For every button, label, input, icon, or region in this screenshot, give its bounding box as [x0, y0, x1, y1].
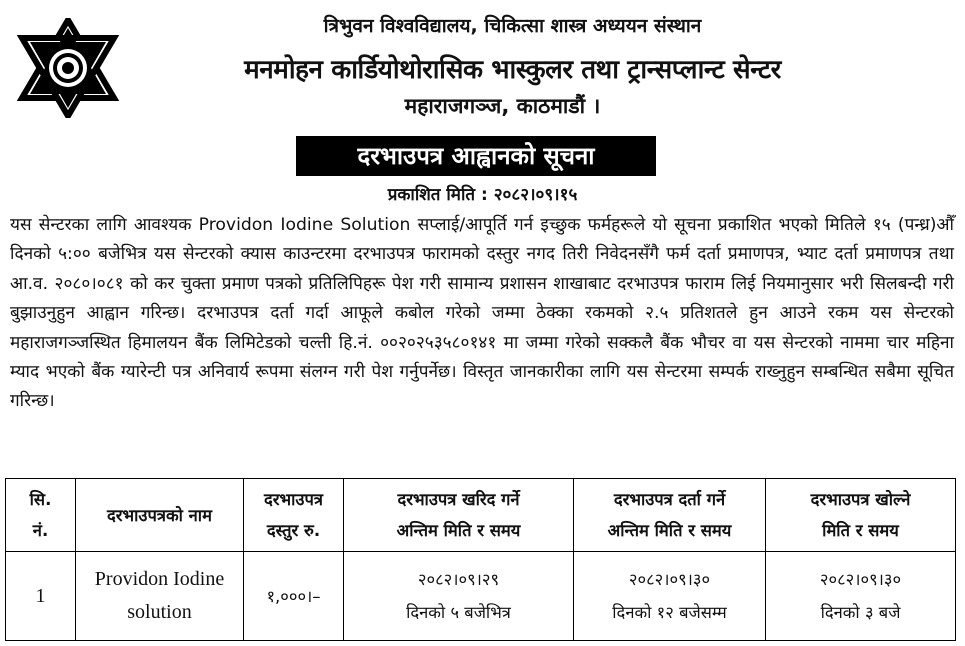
register-time: दिनको १२ बजेसम्म [612, 603, 727, 622]
header-purchase-deadline [344, 479, 574, 552]
notice-paragraph: यस सेन्टरका लागि आवश्यक Providon Iodine Solution सप्लाई/आपूर्ति गर्न इच्छुक फर्महरूले यो सूचना प्रकाशित भएको मितिले १५ (पन्ध्र)औँ दिनको ५:०० बजेभित्र यस सेन्टरको क्यास काउन्टरमा दरभाउपत्र फारामको दस्तुर नगद तिरी निवेदनसँगै फर्म दर्ता प्रमाणपत्र, भ्याट दर्ता प्रमाणपत्र तथा आ.व. २०८०।०८१ को कर चुक्ता प्रमाण पत्रको प्रतिलिपिहरू पेश गरी सामान्य प्रशासन शाखाबाट दरभाउपत्र फाराम लिई नियमानुसार भरी सिलबन्दी गरी बुझाउनुहुन आह्वान गरिन्छ। दरभाउपत्र दर्ता गर्दा आफूले कबोल गरेको जम्मा ठेक्का रकमको २.५ प्रतिशतले हुन आउने रकम यस सेन्टरको महाराजगञ्जस्थित हिमालयन बैंक लिमिटेडको चल्ती हि.नं. ००२०२५३५८०१४१ मा जम्मा गरेको सक्कलै बैंक भौचर वा यस सेन्टरको नाममा चार महिना म्याद भएको बैंक ग्यारेन्टी पत्र अनिवार्य रूपमा संलग्न गरी पेश गर्नुपर्नेछ। विस्तृत जानकारीका लागि यस सेन्टरमा सम्पर्क राख्नुहुन सम्बन्धित सबैमा सूचित गरिन्छ। [10, 215, 955, 412]
published-date: २०८२।०९।१५ [493, 185, 578, 205]
center-location: महाराजगञ्ज, काठमाडौं । [404, 94, 601, 118]
register-date: २०८२।०९।३० [628, 570, 711, 589]
university-name: त्रिभुवन विश्वविद्यालय, चिकित्सा शास्त्र अध्ययन संस्थान [323, 15, 702, 37]
header-line: अन्तिम मिति र समय [396, 521, 521, 540]
header-line: दरभाउपत्र खरिद गर्ने [397, 490, 520, 509]
opening-date: २०८२।०९।३० [819, 570, 902, 589]
bid-schedule-table [5, 478, 956, 641]
row-fee: १,०००।– [244, 552, 344, 641]
header-register-deadline [574, 479, 766, 552]
header-bid-name [76, 479, 244, 552]
table-header-row [6, 479, 956, 552]
header-line: सि. [29, 490, 52, 509]
bid-name-line: Providon Iodine [94, 568, 225, 590]
bid-name-line: solution [127, 601, 192, 623]
row-bid-name [76, 552, 244, 641]
purchase-date: २०८२।०९।२९ [417, 570, 500, 589]
row-register-deadline [574, 552, 766, 641]
table-row [6, 552, 956, 641]
row-serial-number: 1 [6, 552, 76, 641]
header-line: नं. [32, 521, 49, 540]
header-line: मिति र समय [822, 521, 899, 540]
header-opening-date [766, 479, 956, 552]
published-label: प्रकाशित मिति : [387, 185, 488, 205]
opening-time: दिनको ३ बजे [820, 603, 901, 622]
notice-body [10, 211, 954, 417]
purchase-time: दिनको ५ बजेभित्र [406, 603, 511, 622]
row-opening-date [766, 552, 956, 641]
header-line: दरभाउपत्र दर्ता गर्ने [613, 490, 726, 509]
header-line: दरभाउपत्र खोल्ने [810, 490, 911, 509]
header-fee [244, 479, 344, 552]
published-date-line [0, 182, 965, 205]
row-purchase-deadline [344, 552, 574, 641]
center-name: मनमोहन कार्डियोथोरासिक भास्कुलर तथा ट्रान्सप्लान्ट सेन्टर [244, 55, 781, 85]
header-line: दरभाउपत्र [264, 490, 323, 509]
header-line: दरभाउपत्रको नाम [107, 505, 212, 525]
header-line: अन्तिम मिति र समय [607, 521, 732, 540]
header-line: दस्तुर रु. [266, 521, 321, 540]
header-serial-number [6, 479, 76, 552]
notice-title: दरभाउपत्र आह्वानको सूचना [296, 136, 656, 176]
